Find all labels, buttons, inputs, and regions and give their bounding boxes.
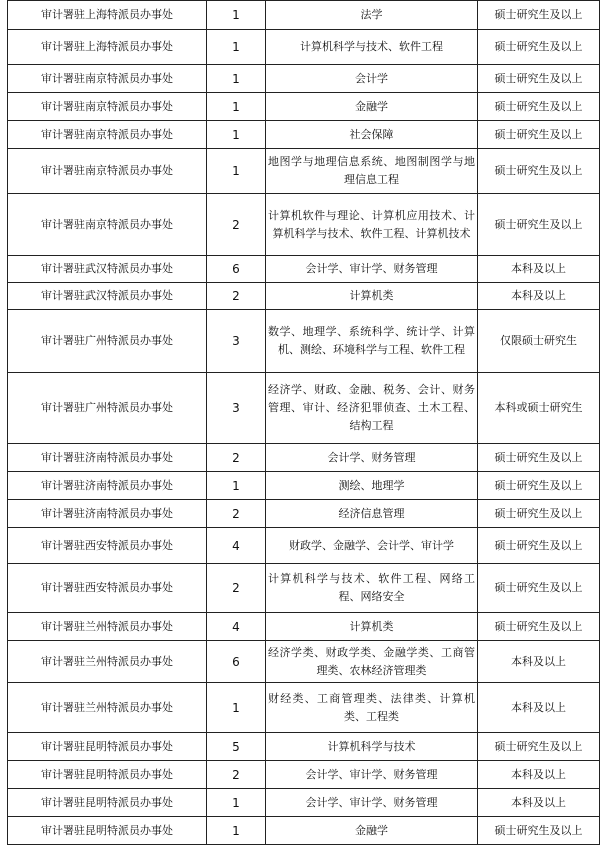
education-cell: 本科及以上 xyxy=(478,683,600,733)
dept-cell: 审计署驻广州特派员办事处 xyxy=(8,373,207,444)
count-cell: 2 xyxy=(207,444,266,472)
major-cell: 经济信息管理 xyxy=(266,500,478,528)
table-row xyxy=(8,528,600,564)
major-cell: 金融学 xyxy=(266,817,478,845)
dept-cell: 审计署驻昆明特派员办事处 xyxy=(8,761,207,789)
table-row xyxy=(8,789,600,817)
major-cell: 计算机类 xyxy=(266,283,478,310)
dept-cell: 审计署驻兰州特派员办事处 xyxy=(8,683,207,733)
dept-cell: 审计署驻广州特派员办事处 xyxy=(8,310,207,373)
table-row xyxy=(8,256,600,283)
dept-cell: 审计署驻南京特派员办事处 xyxy=(8,121,207,149)
major-cell: 数学、地理学、系统科学、统计学、计算机、测绘、环境科学与工程、软件工程 xyxy=(266,310,478,373)
major-cell: 计算机类 xyxy=(266,613,478,641)
positions-table xyxy=(7,0,600,845)
education-cell: 硕士研究生及以上 xyxy=(478,500,600,528)
count-cell: 2 xyxy=(207,194,266,256)
education-cell: 硕士研究生及以上 xyxy=(478,1,600,30)
count-cell: 1 xyxy=(207,121,266,149)
major-cell: 经济学、财政、金融、税务、会计、财务管理、审计、经济犯罪侦查、土木工程、结构工程 xyxy=(266,373,478,444)
major-cell: 会计学 xyxy=(266,65,478,93)
positions-table-body xyxy=(8,1,600,845)
table-row xyxy=(8,283,600,310)
education-cell: 硕士研究生及以上 xyxy=(478,817,600,845)
table-row xyxy=(8,500,600,528)
education-cell: 本科或硕士研究生 xyxy=(478,373,600,444)
education-cell: 硕士研究生及以上 xyxy=(478,472,600,500)
count-cell: 2 xyxy=(207,564,266,613)
education-cell: 本科及以上 xyxy=(478,256,600,283)
major-cell: 计算机科学与技术、软件工程 xyxy=(266,30,478,65)
major-cell: 财政学、金融学、会计学、审计学 xyxy=(266,528,478,564)
major-cell: 会计学、审计学、财务管理 xyxy=(266,761,478,789)
table-row xyxy=(8,472,600,500)
major-cell: 测绘、地理学 xyxy=(266,472,478,500)
dept-cell: 审计署驻西安特派员办事处 xyxy=(8,564,207,613)
table-row xyxy=(8,121,600,149)
education-cell: 硕士研究生及以上 xyxy=(478,733,600,761)
count-cell: 6 xyxy=(207,641,266,683)
table-row xyxy=(8,444,600,472)
count-cell: 5 xyxy=(207,733,266,761)
count-cell: 1 xyxy=(207,817,266,845)
table-row xyxy=(8,30,600,65)
dept-cell: 审计署驻上海特派员办事处 xyxy=(8,1,207,30)
count-cell: 1 xyxy=(207,789,266,817)
table-row xyxy=(8,733,600,761)
dept-cell: 审计署驻昆明特派员办事处 xyxy=(8,789,207,817)
major-cell: 法学 xyxy=(266,1,478,30)
major-cell: 计算机软件与理论、计算机应用技术、计算机科学与技术、软件工程、计算机技术 xyxy=(266,194,478,256)
major-cell: 金融学 xyxy=(266,93,478,121)
dept-cell: 审计署驻兰州特派员办事处 xyxy=(8,641,207,683)
table-row xyxy=(8,564,600,613)
education-cell: 硕士研究生及以上 xyxy=(478,528,600,564)
dept-cell: 审计署驻上海特派员办事处 xyxy=(8,30,207,65)
table-row xyxy=(8,683,600,733)
count-cell: 1 xyxy=(207,149,266,194)
dept-cell: 审计署驻济南特派员办事处 xyxy=(8,444,207,472)
table-row xyxy=(8,310,600,373)
major-cell: 计算机科学与技术 xyxy=(266,733,478,761)
count-cell: 1 xyxy=(207,93,266,121)
education-cell: 硕士研究生及以上 xyxy=(478,613,600,641)
count-cell: 1 xyxy=(207,683,266,733)
education-cell: 本科及以上 xyxy=(478,761,600,789)
major-cell: 计算机科学与技术、软件工程、网络工程、网络安全 xyxy=(266,564,478,613)
count-cell: 2 xyxy=(207,761,266,789)
table-row xyxy=(8,817,600,845)
count-cell: 1 xyxy=(207,1,266,30)
dept-cell: 审计署驻昆明特派员办事处 xyxy=(8,733,207,761)
table-row xyxy=(8,373,600,444)
major-cell: 地图学与地理信息系统、地图制图学与地理信息工程 xyxy=(266,149,478,194)
dept-cell: 审计署驻南京特派员办事处 xyxy=(8,93,207,121)
dept-cell: 审计署驻西安特派员办事处 xyxy=(8,528,207,564)
table-row xyxy=(8,641,600,683)
education-cell: 硕士研究生及以上 xyxy=(478,149,600,194)
count-cell: 3 xyxy=(207,373,266,444)
dept-cell: 审计署驻武汉特派员办事处 xyxy=(8,256,207,283)
major-cell: 社会保障 xyxy=(266,121,478,149)
count-cell: 4 xyxy=(207,613,266,641)
major-cell: 经济学类、财政学类、金融学类、工商管理类、农林经济管理类 xyxy=(266,641,478,683)
table-row xyxy=(8,1,600,30)
count-cell: 2 xyxy=(207,500,266,528)
dept-cell: 审计署驻南京特派员办事处 xyxy=(8,194,207,256)
education-cell: 硕士研究生及以上 xyxy=(478,30,600,65)
education-cell: 本科及以上 xyxy=(478,283,600,310)
dept-cell: 审计署驻济南特派员办事处 xyxy=(8,472,207,500)
count-cell: 4 xyxy=(207,528,266,564)
dept-cell: 审计署驻兰州特派员办事处 xyxy=(8,613,207,641)
count-cell: 1 xyxy=(207,472,266,500)
table-row xyxy=(8,149,600,194)
count-cell: 6 xyxy=(207,256,266,283)
count-cell: 1 xyxy=(207,30,266,65)
education-cell: 硕士研究生及以上 xyxy=(478,194,600,256)
dept-cell: 审计署驻昆明特派员办事处 xyxy=(8,817,207,845)
dept-cell: 审计署驻南京特派员办事处 xyxy=(8,149,207,194)
education-cell: 硕士研究生及以上 xyxy=(478,65,600,93)
table-row xyxy=(8,761,600,789)
table-row xyxy=(8,65,600,93)
education-cell: 硕士研究生及以上 xyxy=(478,444,600,472)
count-cell: 1 xyxy=(207,65,266,93)
dept-cell: 审计署驻武汉特派员办事处 xyxy=(8,283,207,310)
education-cell: 本科及以上 xyxy=(478,641,600,683)
education-cell: 仅限硕士研究生 xyxy=(478,310,600,373)
major-cell: 财经类、工商管理类、法律类、计算机类、工程类 xyxy=(266,683,478,733)
education-cell: 硕士研究生及以上 xyxy=(478,121,600,149)
major-cell: 会计学、财务管理 xyxy=(266,444,478,472)
dept-cell: 审计署驻济南特派员办事处 xyxy=(8,500,207,528)
major-cell: 会计学、审计学、财务管理 xyxy=(266,789,478,817)
count-cell: 2 xyxy=(207,283,266,310)
education-cell: 硕士研究生及以上 xyxy=(478,564,600,613)
table-row xyxy=(8,93,600,121)
education-cell: 硕士研究生及以上 xyxy=(478,93,600,121)
education-cell: 本科及以上 xyxy=(478,789,600,817)
count-cell: 3 xyxy=(207,310,266,373)
table-row xyxy=(8,194,600,256)
table-row xyxy=(8,613,600,641)
major-cell: 会计学、审计学、财务管理 xyxy=(266,256,478,283)
dept-cell: 审计署驻南京特派员办事处 xyxy=(8,65,207,93)
